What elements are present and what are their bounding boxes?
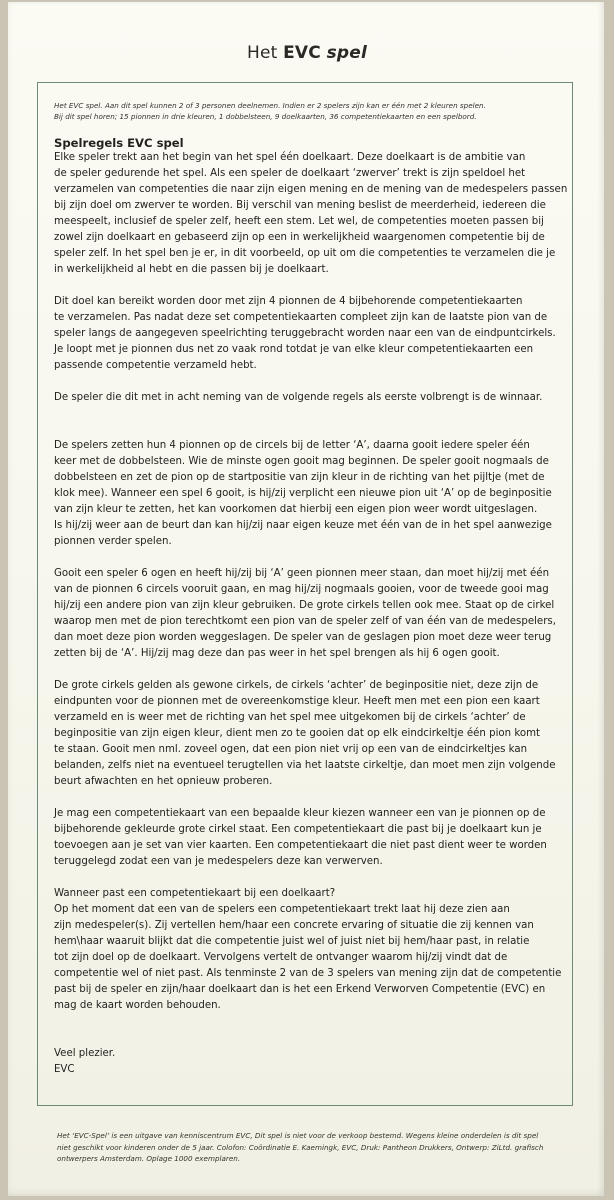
text-line: verzamelen van competenties die naar zijn eigen mening en de mening van de medespelers passen bbox=[54, 184, 568, 195]
text-line: keer met de dobbelsteen. Wie de minste ogen gooit mag beginnen. De speler gooit nogmaals de bbox=[54, 456, 549, 467]
text-line: verzameld en is weer met de richting van het spel mee uitgekomen bij de cirkels ‘achter’ de bbox=[54, 712, 526, 723]
text-line: waarop men met de pion terechtkomt een pion van de speler zelf of van één van de medespelers, bbox=[54, 616, 556, 627]
rules-content bbox=[54, 100, 568, 1078]
text-line: De grote cirkels gelden als gewone cirkels, de cirkels ‘achter’ de beginpositie niet, deze zijn de bbox=[54, 680, 539, 691]
text-line: zetten bij de ‘A’. Hij/zij mag deze dan pas weer in het spel brengen als hij 6 ogen gooit. bbox=[54, 648, 500, 659]
text-line: te verzamelen. Pas nadat deze set competentiekaarten compleet zijn kan de laatste pion van de bbox=[54, 312, 548, 323]
text-line: de speler gedurende het spel. Als een speler de doelkaart ‘zwerver’ trekt is zijn speldoel het bbox=[54, 168, 526, 179]
page-title bbox=[0, 43, 614, 63]
text-line: Je loopt met je pionnen dus net zo vaak rond totdat je van elke kleur competentiekaarten een bbox=[54, 344, 534, 355]
paragraph-sign-off bbox=[54, 1046, 564, 1078]
text-line: van de pionnen 6 circels vooruit gaan, en mag hij/zij nogmaals gooien, voor de tweede gooi mag bbox=[54, 584, 549, 595]
text-line: De spelers zetten hun 4 pionnen op de circels bij de letter ‘A’, daarna gooit iedere speler één bbox=[54, 440, 530, 451]
text-line: Dit doel kan bereikt worden door met zijn 4 pionnen de 4 bijbehorende competentiekaarten bbox=[54, 296, 523, 307]
colophon-line: niet geschikt voor kinderen onder de 5 jaar. Colofon: Coördinatie E. Kaemingk, EVC, Druk: Pantheon Drukkers, Ontwerp: ZiLtd. grafisch bbox=[57, 1142, 544, 1152]
text-line: EVC bbox=[54, 1064, 75, 1075]
colophon bbox=[57, 1130, 577, 1165]
text-line: Is hij/zij weer aan de beurt dan kan hij/zij naar eigen keuze met één van de in het spel aanwezige bbox=[54, 520, 552, 531]
text-line: Gooit een speler 6 ogen en heeft hij/zij bij ‘A’ geen pionnen meer staan, dan moet hij/zij met één bbox=[54, 568, 550, 579]
colophon-line: ontwerpers Amsterdam. Oplage 1000 exemplaren. bbox=[57, 1154, 241, 1163]
text-line: zowel zijn doelkaart en gebaseerd zijn op een in werkelijkheid waargenomen competentie bij de bbox=[54, 232, 545, 243]
paragraph-start bbox=[54, 438, 564, 550]
text-line: dobbelsteen en zet de pion op de startpositie van zijn kleur in de richting van het pijltje (met de bbox=[54, 472, 545, 483]
text-line: tot zijn doel op de doelkaart. Vervolgens vertelt de ontvanger waarom hij/zij vindt dat de bbox=[54, 952, 508, 963]
text-line: klok mee). Wanneer een spel 6 gooit, is hij/zij verplicht een nieuwe pion uit ‘A’ op de beginpositie bbox=[54, 488, 552, 499]
colophon-line: Het ‘EVC-Spel’ is een uitgave van kenniscentrum EVC, Dit spel is niet voor de verkoop bestemd. Wegens kleine onderdelen is dit spel bbox=[57, 1131, 539, 1140]
paragraph-reaching-goal bbox=[54, 294, 564, 374]
text-line: Je mag een competentiekaart van een bepaalde kleur kiezen wanneer een van je pionnen op de bbox=[54, 808, 546, 819]
text-line: eindpunten voor de pionnen met de overeenkomstige kleur. Heeft men met een pion een kaart bbox=[54, 696, 540, 707]
text-line: speler zelf. In het spel ben je er, in dit voorbeeld, op uit om die competenties te verzamelen die je bbox=[54, 248, 556, 259]
text-line: meespeelt, inclusief de speler zelf, heeft een stem. Let wel, de competenties moeten passen bij bbox=[54, 216, 544, 227]
text-line: bij zijn doel om zwerver te worden. Bij verschil van mening beslist de meerderheid, iedereen die bbox=[54, 200, 546, 211]
text-line: in werkelijkheid al hebt en die passen bij je doelkaart. bbox=[54, 264, 329, 275]
paragraph-winner bbox=[54, 390, 564, 406]
text-line: pionnen verder spelen. bbox=[54, 536, 172, 547]
rules-heading: Spelregels EVC spel bbox=[54, 136, 184, 150]
text-line: hem\haar waaruit blijkt dat die competentie juist wel of juist niet bij hem/haar past, in relatie bbox=[54, 936, 530, 947]
text-line: van zijn kleur te zetten, het kan voorkomen dat hierbij een eigen pion weer wordt uitgeslagen. bbox=[54, 504, 538, 515]
text-line: zijn medespeler(s). Zij vertellen hem/haar een concrete ervaring of situatie die zij kennen van bbox=[54, 920, 534, 931]
intro-line: Het EVC spel. Aan dit spel kunnen 2 of 3 personen deelnemen. Indien er 2 spelers zijn kan er één met 2 kleuren spelen. bbox=[54, 101, 486, 110]
text-line: bijbehorende gekleurde grote cirkel staat. Een competentiekaart die past bij je doelkaart kun je bbox=[54, 824, 542, 835]
text-line: belanden, zelfs niet na eventueel terugtellen via het laatste cirkeltje, dan moet men zijn volgende bbox=[54, 760, 556, 771]
text-line: mag de kaart worden behouden. bbox=[54, 1000, 221, 1011]
text-line: De speler die dit met in acht neming van de volgende regels als eerste volbrengt is de winnaar. bbox=[54, 392, 543, 403]
title-prefix: Het bbox=[246, 43, 278, 63]
text-line: beurt afwachten en het opnieuw proberen. bbox=[54, 776, 273, 787]
text-line: Op het moment dat een van de spelers een competentiekaart trekt laat hij deze zien aan bbox=[54, 904, 510, 915]
paragraph-circles bbox=[54, 678, 564, 790]
intro-line: Bij dit spel horen; 15 pionnen in drie kleuren, 1 dobbelsteen, 9 doelkaarten, 36 competentiekaarten en een spelbord. bbox=[54, 112, 477, 121]
text-line: dan moet deze pion worden weggeslagen. De speler van de geslagen pion moet deze weer terug bbox=[54, 632, 552, 643]
text-line: toevoegen aan je set van vier kaarten. Een competentiekaart die niet past dient weer te worden bbox=[54, 840, 547, 851]
text-line: teruggelegd zodat een van je medespelers deze kan verwerven. bbox=[54, 856, 383, 867]
paragraph-competence-cards bbox=[54, 806, 564, 870]
text-line: Veel plezier. bbox=[54, 1048, 116, 1059]
title-brand: EVC bbox=[283, 43, 321, 63]
text-line: hij/zij een andere pion van zijn kleur gebruiken. De grote cirkels tellen ook mee. Staat op de cirkel bbox=[54, 600, 555, 611]
text-line: past bij de speler en zijn/haar doelkaart dan is het een Erkend Verworven Competentie (EVC) en bbox=[54, 984, 546, 995]
text-line: passende competentie verzameld hebt. bbox=[54, 360, 257, 371]
paragraph-six-rule bbox=[54, 566, 564, 662]
title-suffix: spel bbox=[326, 43, 368, 63]
paragraph-goal-card bbox=[54, 150, 568, 278]
text-line: competentie wel of niet past. Als tenminste 2 van de 3 spelers van mening zijn dat de competentie bbox=[54, 968, 562, 979]
text-line: beginpositie van zijn eigen kleur, dient men zo te gooien dat op elk eindcirkeltje één pion komt bbox=[54, 728, 541, 739]
text-line: Elke speler trekt aan het begin van het spel één doelkaart. Deze doelkaart is de ambitie van bbox=[54, 152, 526, 163]
intro-text bbox=[54, 100, 564, 122]
text-line: te staan. Gooit men nml. zoveel ogen, dat een pion niet vrij op een van de eindcirkeltjes kan bbox=[54, 744, 528, 755]
text-line: speler langs de aangegeven speelrichting teruggebracht worden naar een van de eindpuntcirkels. bbox=[54, 328, 556, 339]
text-line: Wanneer past een competentiekaart bij een doelkaart? bbox=[54, 888, 336, 899]
paragraph-card-fit bbox=[54, 886, 564, 1014]
